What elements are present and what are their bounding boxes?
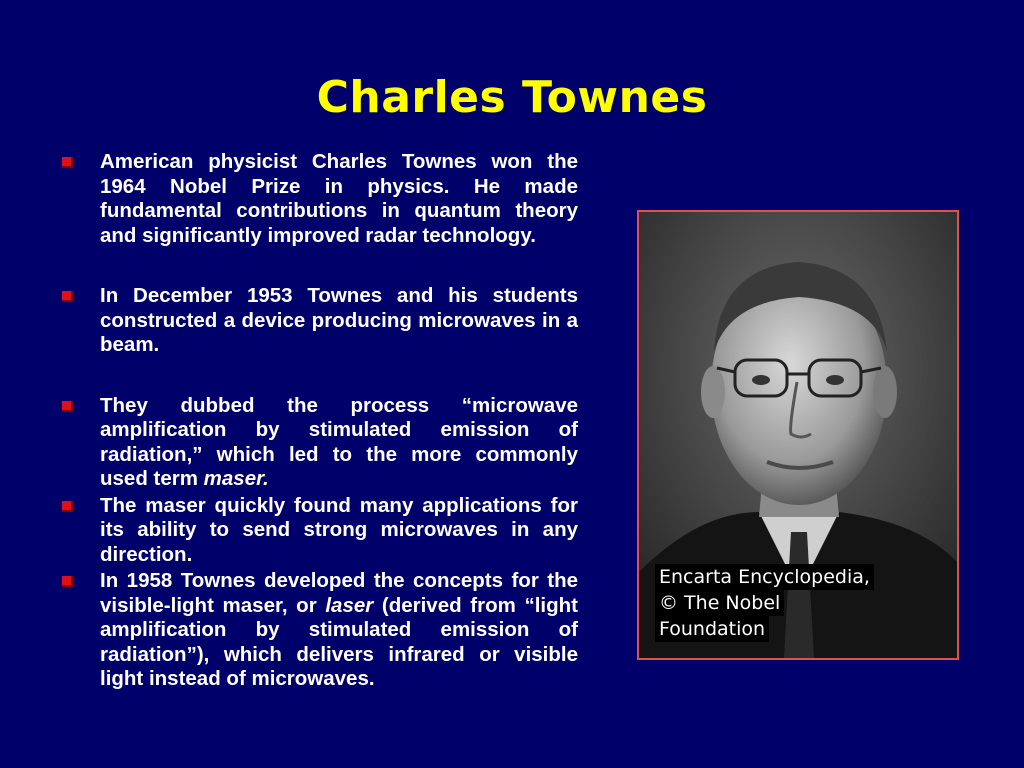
caption-line: Foundation [655,616,769,642]
bullet-marker-icon [62,291,73,302]
bullet-italic-term: maser. [203,467,269,490]
caption-line: Encarta Encyclopedia, [655,564,874,590]
bullet-item [62,569,578,692]
bullet-item [62,284,578,358]
bullet-marker-icon [62,401,73,412]
bullet-text: (derived from “light amplification by stimulated emission of radiation”), which delivers infrared or visible light instead of microwaves. [100,593,579,690]
bullet-item [62,394,578,492]
portrait-photo [637,210,959,660]
bullet-italic-term: laser [325,593,374,617]
bullet-text: They dubbed the process “microwave amplification by stimulated emission of radiation,” which led to the more commonly used term [100,393,578,490]
bullet-marker-icon [62,501,73,512]
photo-caption [655,564,874,642]
bullet-text: In December 1953 Townes and his students constructed a device producing microwaves in a beam. [100,284,578,356]
bullet-marker-icon [62,576,73,587]
bullet-list [62,150,578,692]
bullet-marker-icon [62,157,73,168]
slide-title: Charles Townes [316,72,708,123]
bullet-text: In 1958 Townes developed the concepts for the visible-light maser, or [100,569,578,617]
bullet-item [62,150,578,248]
caption-line: © The Nobel [655,590,784,616]
bullet-item [62,494,578,568]
bullet-text: The maser quickly found many applications for its ability to send strong microwaves in any direction. [100,493,578,566]
bullet-text: American physicist Charles Townes won the 1964 Nobel Prize in physics. He made fundamental contributions in quantum theory and significantly improved radar technology. [100,150,578,247]
